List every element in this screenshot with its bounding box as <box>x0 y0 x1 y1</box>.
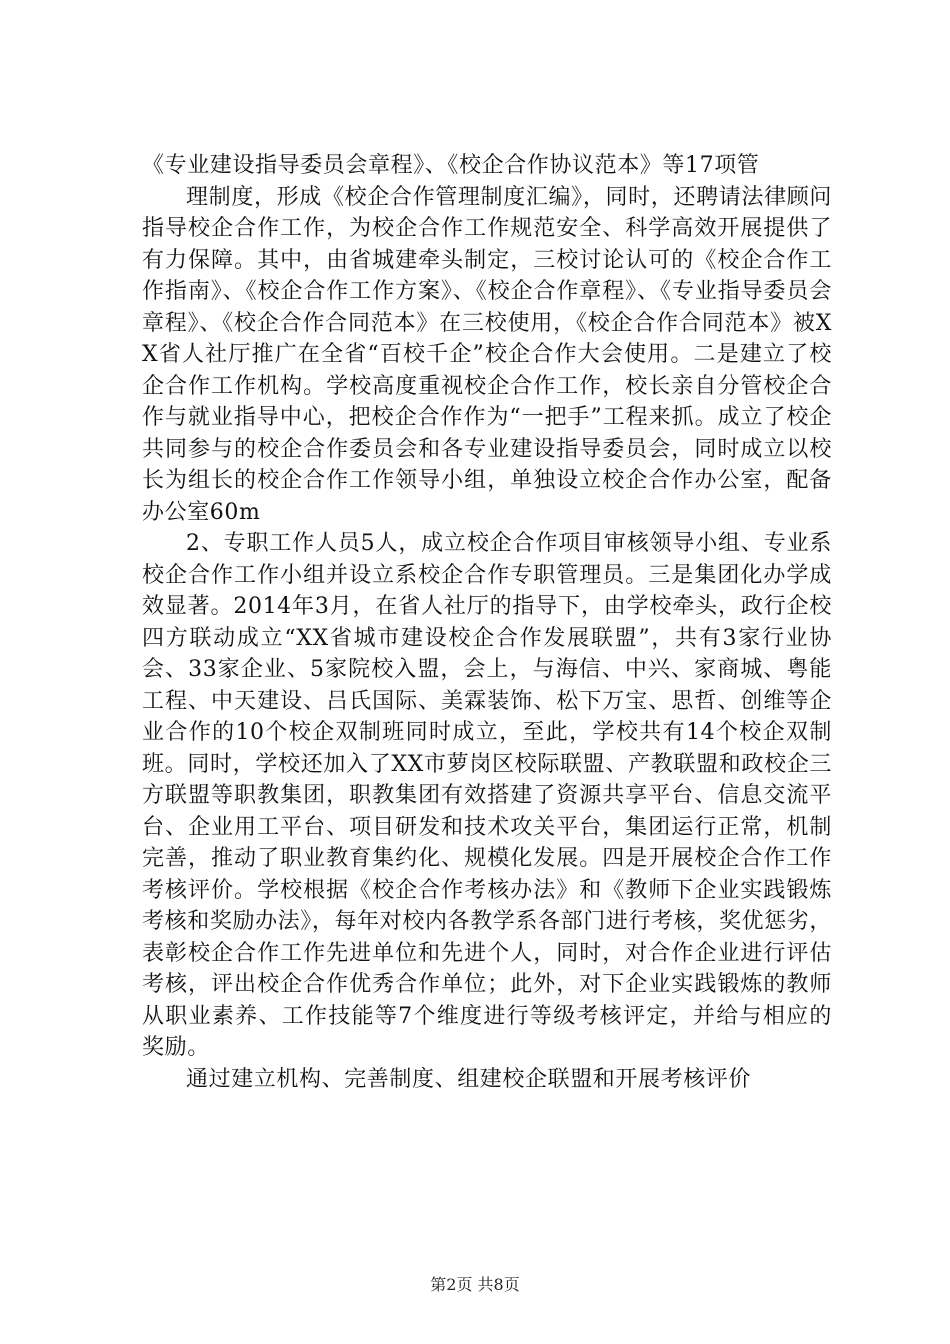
paragraph-4: 通过建立机构、完善制度、组建校企联盟和开展考核评价 <box>186 1066 752 1092</box>
document-body <box>142 150 832 1095</box>
page-number-footer: 第2页 共8页 <box>430 1275 520 1294</box>
paragraph-2: 理制度，形成《校企合作管理制度汇编》，同时，还聘请法律顾问指导校企合作工作，为校企合作工作规范安全、科学高效开展提供了有力保障。其中，由省城建牵头制定，三校讨论认可的《校企合作工作指南》、《校企合作工作方案》、《校企合作章程》、《专业指导委员会章程》、《校企合作合同范本》在三校使用，《校企合作合同范本》被XX省人社厅推广在全省“百校千企”校企合作大会使用。二是建立了校企合作工作机构。学校高度重视校企合作工作，校长亲自分管校企合作与就业指导中心，把校企合作作为“一把手”工程来抓。成立了校企共同参与的校企合作委员会和各专业建设指导委员会，同时成立以校长为组长的校企合作工作领导小组，单独设立校企合作办公室，配备办公室60m <box>142 184 832 525</box>
paragraph-1: 《专业建设指导委员会章程》、《校企合作协议范本》等17项管 <box>142 153 760 178</box>
paragraph-3: 2、专职工作人员5人，成立校企合作项目审核领导小组、专业系校企合作工作小组并设立系校企合作专职管理员。三是集团化办学成效显著。2014年3月，在省人社厅的指导下，由学校牵头，政行企校四方联动成立“XX省城市建设校企合作发展联盟”，共有3家行业协会、33家企业、5家院校入盟，会上，与海信、中兴、家商城、粤能工程、中天建设、吕氏国际、美霖装饰、松下万宝、思哲、创维等企业合作的10个校企双制班同时成立，至此，学校共有14个校企双制班。同时，学校还加入了XX市萝岗区校际联盟、产教联盟和政校企三方联盟等职教集团，职教集团有效搭建了资源共享平台、信息交流平台、企业用工平台、项目研发和技术攻关平台，集团运行正常，机制完善，推动了职业教育集约化、规模化发展。四是开展校企合作工作考核评价。学校根据《校企合作考核办法》和《教师下企业实践锻炼考核和奖励办法》，每年对校内各教学系各部门进行考核，奖优惩劣，表彰校企合作工作先进单位和先进个人，同时，对合作企业进行评估考核，评出校企合作优秀合作单位；此外，对下企业实践锻炼的教师从职业素养、工作技能等7个维度进行等级考核评定，并给与相应的奖励。 <box>142 531 832 1060</box>
